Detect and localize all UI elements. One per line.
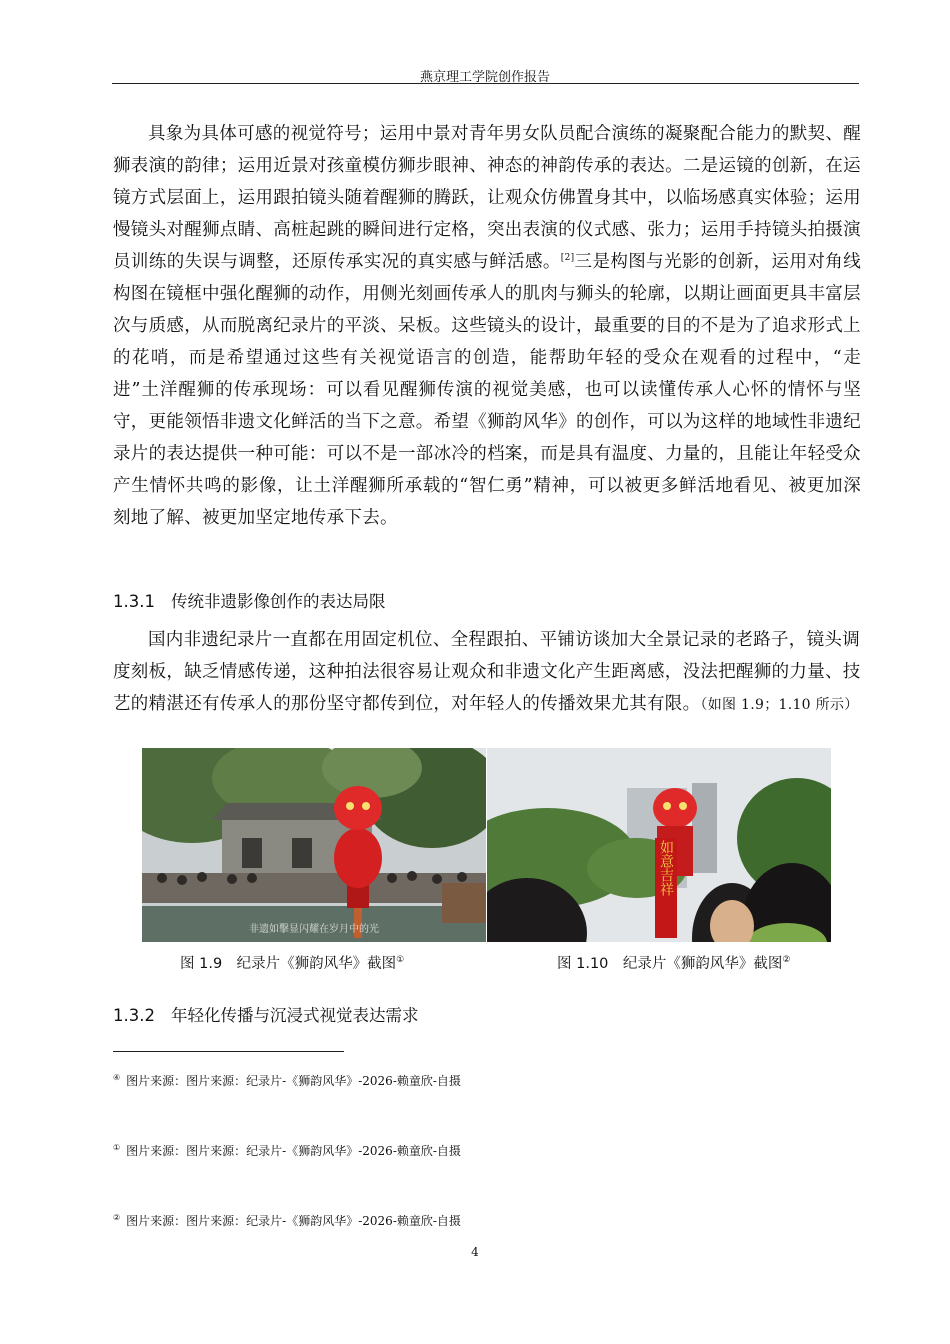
footnote-rule xyxy=(113,1051,344,1052)
intro-text-b: 三是构图与光影的创新，运用对角线构图在镜框中强化醒狮的动作，用侧光刻画传承人的肌肉与狮头的轮廓，以期让画面更具丰富层次与质感，从而脱离纪录片的平淡、呆板。这些镜头的设计，最重要的目的不是为了追求形式上的花哨，而是希望通过这些有关视觉语言的创造，能帮助年轻的受众在观看的过程中，“走进”土洋醒狮的传承现场：可以看见醒狮传演的视觉美感，也可以读懂传承人心怀的情怀与坚守，更能领悟非遗文化鲜活的当下之意。希望《狮韵风华》的创作，可以为这样的地域性非遗纪录片的表达提供一种可能：可以不是一部冰冷的档案，而是具有温度、力量的，且能让年轻受众产生情怀共鸣的影像，让土洋醒狮所承载的“智仁勇”精神，可以被更多鲜活地看见、被更加深刻地了解、被更加坚定地传承下去。 xyxy=(113,252,861,528)
lion-dance-pond-photo xyxy=(142,748,486,942)
page-header: 燕京理工学院创作报告 xyxy=(419,70,550,85)
photo-overlay-text: 非遗如擊显闪耀在岁月中的光 xyxy=(249,924,379,935)
footnote-text: 图片来源：图片来源：纪录片-《狮韵风华》-2026-赖童欣-自摄 xyxy=(126,1144,461,1158)
paragraph-1-3-1 xyxy=(113,624,861,721)
section-heading-1-3-1 xyxy=(113,588,386,612)
footnote-item xyxy=(113,1212,461,1229)
page-number: 4 xyxy=(471,1245,479,1259)
figure-reference: （如图 1.9；1.10 所示） xyxy=(700,697,859,713)
lion-dance-crowd-photo xyxy=(487,748,831,942)
caption-text: 图 1.9 纪录片《狮韵风华》截图 xyxy=(180,956,397,972)
intro-text-a: 具象为具体可感的视觉符号；运用中景对青年男女队员配合演练的凝聚配合能力的默契、醒狮表演的韵律；运用近景对孩童模仿狮步眼神、神态的神韵传承的表达。二是运镜的创新，在运镜方式层面上，运用跟拍镜头随着醒狮的腾跃，让观众仿佛置身其中，以临场感真实体验；运用慢镜头对醒狮点睛、高桩起跳的瞬间进行定格，突出表演的仪式感、张力；运用手持镜头拍摄演员训练的失误与调整，还原传承实况的真实感与鲜活感。 xyxy=(113,124,861,272)
section-number: 1.3.1 xyxy=(113,592,155,611)
footnote-mark: ① xyxy=(113,1143,121,1152)
section-title: 传统非遗影像创作的表达局限 xyxy=(171,592,386,611)
caption-text: 图 1.10 纪录片《狮韵风华》截图 xyxy=(557,956,783,972)
section-title: 年轻化传播与沉浸式视觉表达需求 xyxy=(171,1006,419,1025)
header-rule xyxy=(112,83,859,84)
section-number: 1.3.2 xyxy=(113,1006,155,1025)
footnote-text: 图片来源：图片来源：纪录片-《狮韵风华》-2026-赖童欣-自摄 xyxy=(126,1214,461,1228)
footnote-mark[interactable]: ② xyxy=(782,955,791,966)
footnote-mark: ④ xyxy=(113,1073,121,1082)
footnote-mark: ② xyxy=(113,1213,121,1222)
footnote-item xyxy=(113,1142,461,1159)
footnote-text: 图片来源：图片来源：纪录片-《狮韵风华》-2026-赖童欣-自摄 xyxy=(126,1074,461,1088)
figure-caption-1-10 xyxy=(557,952,790,973)
figure-caption-1-9 xyxy=(180,952,404,973)
intro-paragraph xyxy=(113,118,861,534)
scroll-text: 如意吉祥 xyxy=(658,840,674,896)
footnote-mark[interactable]: ① xyxy=(396,955,405,966)
footnote-item xyxy=(113,1072,461,1089)
citation-ref[interactable]: [2] xyxy=(560,253,575,264)
section-heading-1-3-2 xyxy=(113,1002,419,1026)
paragraph-text: 国内非遗纪录片一直都在用固定机位、全程跟拍、平铺访谈加大全景记录的老路子，镜头调度刻板，缺乏情感传递，这种拍法很容易让观众和非遗文化产生距离感，没法把醒狮的力量、技艺的精湛还有传承人的那份坚守都传到位，对年轻人的传播效果尤其有限。 xyxy=(113,630,861,714)
